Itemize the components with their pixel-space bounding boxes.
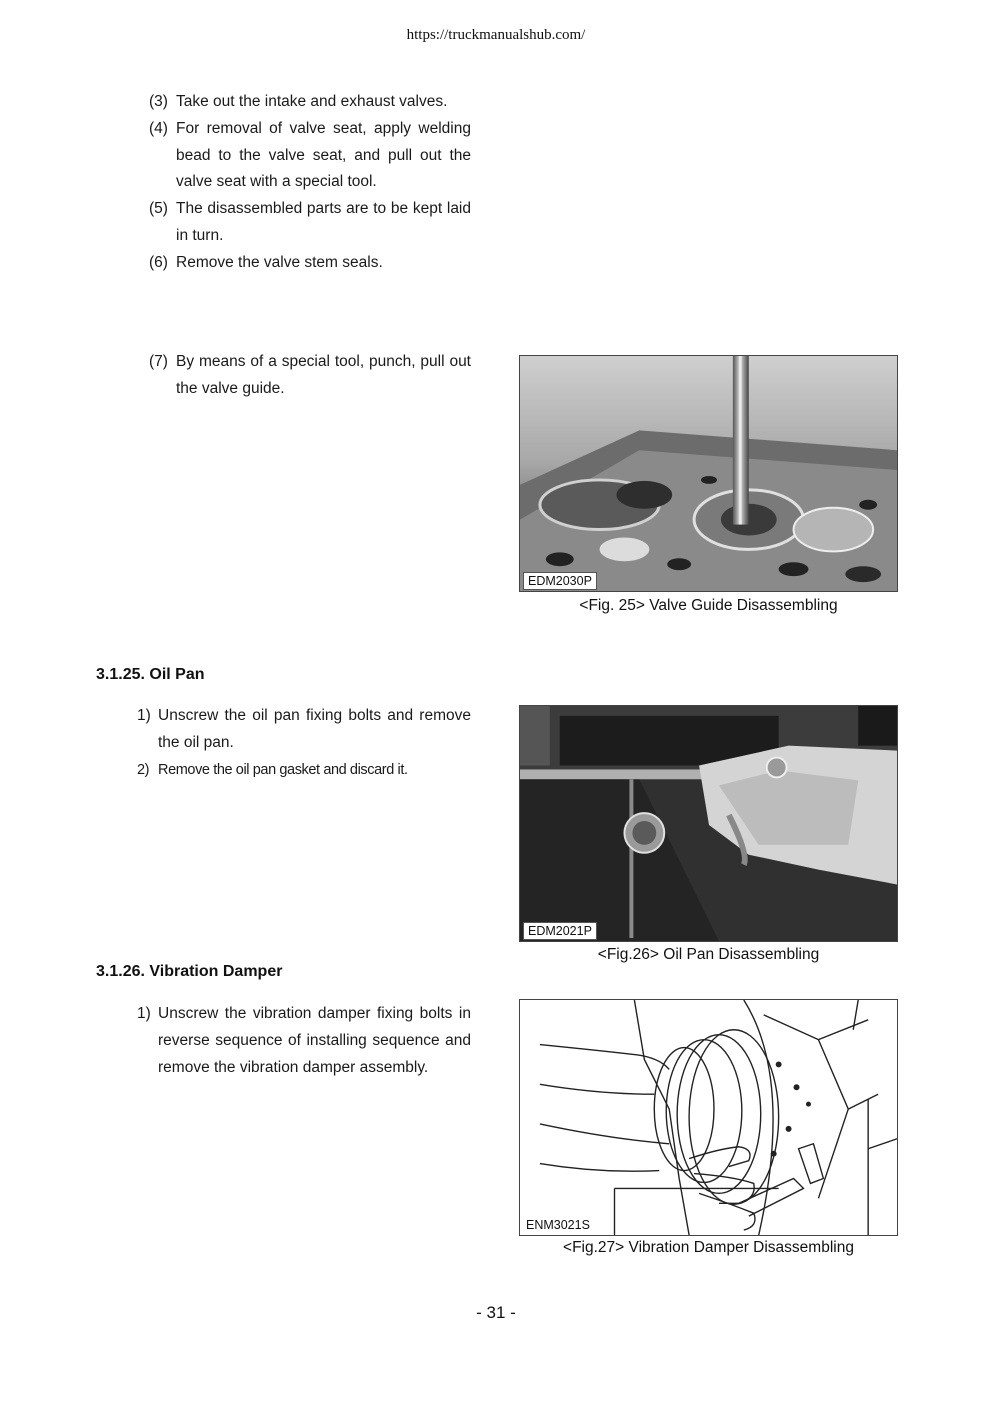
section-heading-oil-pan: 3.1.25. Oil Pan <box>96 666 205 683</box>
list-item <box>149 196 471 250</box>
oil-pan-steps-list <box>137 703 471 783</box>
page-number: - 31 - <box>476 1303 516 1322</box>
figure-oil-pan-photo <box>519 705 898 942</box>
list-item <box>137 1001 471 1081</box>
figure-code-label: EDM2021P <box>523 922 597 940</box>
figure-valve-guide-photo <box>519 355 898 592</box>
vibration-damper-steps-list <box>137 1001 471 1081</box>
figure-vibration-damper-drawing <box>519 999 898 1236</box>
step-text: Unscrew the oil pan fixing bolts and remove the oil pan. <box>158 707 471 751</box>
header-url: https://truckmanualshub.com/ <box>406 27 586 43</box>
oil-pan-photo-illustration <box>520 706 897 941</box>
step-number: (6) <box>149 253 168 271</box>
step-number: 2) <box>137 761 150 778</box>
step-text: The disassembled parts are to be kept laid in turn. <box>176 200 471 244</box>
valve-step-7-list <box>149 349 471 403</box>
step-number: (7) <box>149 353 168 370</box>
valve-guide-photo-illustration <box>520 356 897 591</box>
list-item <box>149 116 471 196</box>
step-text: Unscrew the vibration damper fixing bolts in reverse sequence of installing sequence and remove the vibration damper assembly. <box>158 1005 471 1076</box>
figure-caption: <Fig.27> Vibration Damper Disassembling <box>563 1239 854 1256</box>
list-item <box>149 89 471 116</box>
step-number: 1) <box>137 1005 151 1022</box>
figure-caption: <Fig. 25> Valve Guide Disassembling <box>579 597 838 614</box>
step-number: (4) <box>149 119 168 137</box>
list-item <box>149 349 471 403</box>
figure-code-label: EDM2030P <box>523 572 597 590</box>
step-text: By means of a special tool, punch, pull out the valve guide. <box>176 353 471 397</box>
section-heading-vibration-damper: 3.1.26. Vibration Damper <box>96 963 283 980</box>
step-number: 1) <box>137 707 151 724</box>
list-item <box>137 703 471 757</box>
step-text: Remove the valve stem seals. <box>176 253 383 271</box>
step-text: Remove the oil pan gasket and discard it. <box>158 761 408 778</box>
list-item <box>137 757 471 784</box>
list-item <box>149 250 471 277</box>
step-text: Take out the intake and exhaust valves. <box>176 93 448 110</box>
step-text: For removal of valve seat, apply welding bead to the valve seat, and pull out the valve seat with a special tool. <box>176 119 471 191</box>
valve-steps-list <box>149 89 471 277</box>
figure-code-label: ENM3021S <box>522 1217 594 1233</box>
vibration-damper-drawing-illustration <box>520 1000 897 1235</box>
step-number: (3) <box>149 93 168 110</box>
step-number: (5) <box>149 200 168 218</box>
figure-caption: <Fig.26> Oil Pan Disassembling <box>597 946 820 963</box>
